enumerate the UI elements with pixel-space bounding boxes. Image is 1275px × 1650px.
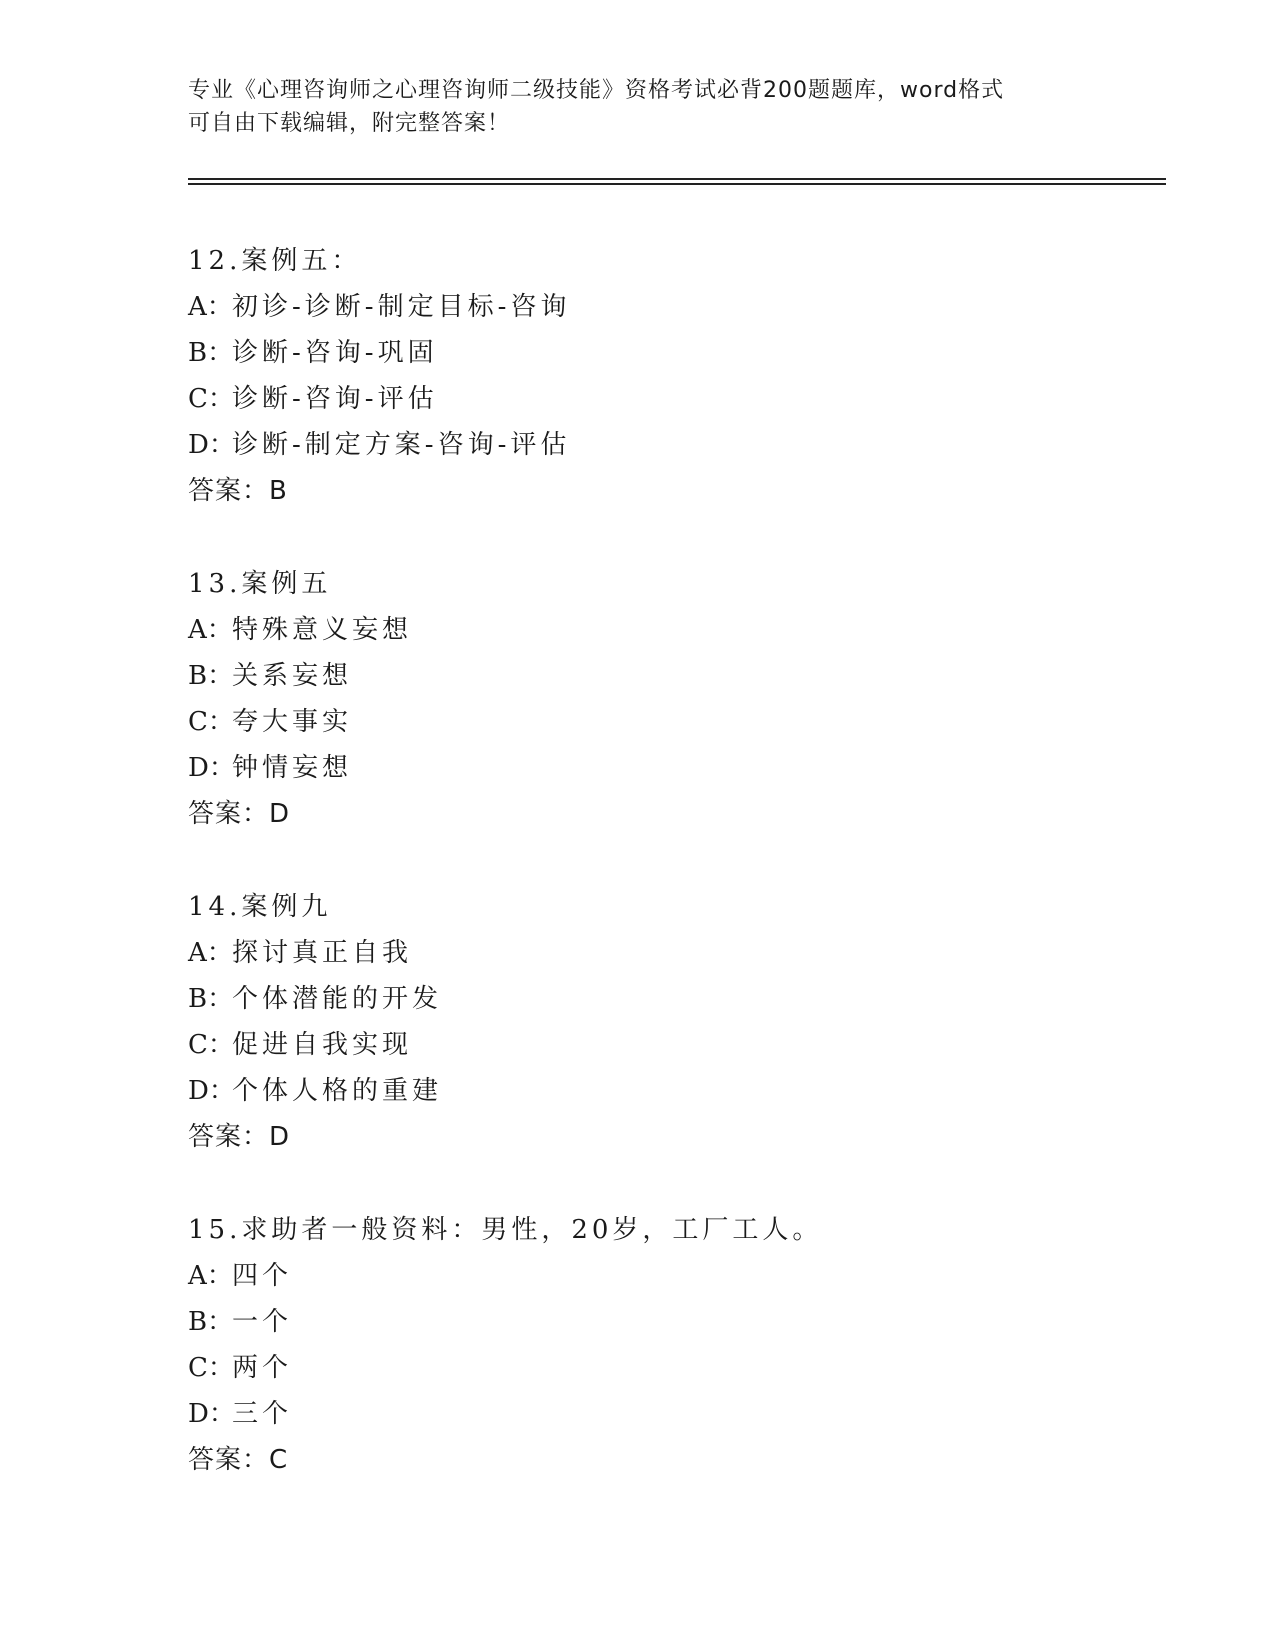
- question-12: [188, 238, 1168, 514]
- option-c: [188, 376, 1168, 422]
- option-text: 特殊意义妄想: [232, 615, 413, 645]
- option-key: C：: [188, 384, 234, 414]
- option-text: 诊断-制定方案-咨询-评估: [232, 430, 571, 460]
- option-a: [188, 607, 1168, 653]
- option-c: [188, 699, 1168, 745]
- document-header: [188, 74, 1088, 140]
- option-c: [188, 1345, 1168, 1391]
- option-b: [188, 1299, 1168, 1345]
- option-key: D：: [188, 753, 235, 783]
- option-text: 夸大事实: [232, 707, 353, 737]
- option-key: C：: [188, 1030, 234, 1060]
- option-a: [188, 930, 1168, 976]
- option-key: D：: [188, 1399, 235, 1429]
- option-key: D：: [188, 430, 235, 460]
- answer-line: 答案：B: [188, 476, 288, 506]
- option-text: 初诊-诊断-制定目标-咨询: [232, 292, 571, 322]
- question-13: [188, 561, 1168, 837]
- option-key: A：: [188, 938, 233, 968]
- option-text: 三个: [232, 1399, 293, 1429]
- option-b: [188, 330, 1168, 376]
- question-list: [188, 238, 1168, 1530]
- option-text: 一个: [232, 1307, 293, 1337]
- option-text: 促进自我实现: [232, 1030, 413, 1060]
- question-14: [188, 884, 1168, 1160]
- header-divider-bottom: [188, 183, 1166, 185]
- option-text: 钟情妄想: [232, 753, 353, 783]
- option-d: [188, 1391, 1168, 1437]
- option-d: [188, 745, 1168, 791]
- question-15: [188, 1207, 1168, 1483]
- option-b: [188, 976, 1168, 1022]
- answer-line: 答案：D: [188, 1122, 291, 1152]
- option-text: 诊断-咨询-巩固: [232, 338, 438, 368]
- question-stem: 13.案例五: [188, 569, 332, 599]
- question-stem: 12.案例五：: [188, 246, 362, 276]
- option-d: [188, 422, 1168, 468]
- option-key: D：: [188, 1076, 235, 1106]
- option-key: B：: [188, 1307, 234, 1337]
- option-text: 诊断-咨询-评估: [232, 384, 438, 414]
- answer-line: 答案：C: [188, 1445, 289, 1475]
- option-text: 个体潜能的开发: [232, 984, 443, 1014]
- header-line-1: 专业《心理咨询师之心理咨询师二级技能》资格考试必背200题题库，word格式: [188, 78, 1005, 103]
- header-line-2: 可自由下载编辑，附完整答案！: [188, 111, 511, 136]
- option-key: A：: [188, 615, 233, 645]
- option-d: [188, 1068, 1168, 1114]
- option-b: [188, 653, 1168, 699]
- option-key: B：: [188, 661, 234, 691]
- question-stem: 15.求助者一般资料：男性，20岁，工厂工人。: [188, 1215, 823, 1245]
- option-text: 个体人格的重建: [232, 1076, 443, 1106]
- question-stem: 14.案例九: [188, 892, 332, 922]
- header-divider-top: [188, 178, 1166, 180]
- option-c: [188, 1022, 1168, 1068]
- option-text: 四个: [232, 1261, 293, 1291]
- answer-line: 答案：D: [188, 799, 291, 829]
- option-key: B：: [188, 984, 234, 1014]
- option-key: A：: [188, 1261, 233, 1291]
- option-key: B：: [188, 338, 234, 368]
- option-key: C：: [188, 1353, 234, 1383]
- option-a: [188, 1253, 1168, 1299]
- option-text: 探讨真正自我: [232, 938, 413, 968]
- option-a: [188, 284, 1168, 330]
- option-key: A：: [188, 292, 233, 322]
- option-text: 两个: [232, 1353, 293, 1383]
- option-text: 关系妄想: [232, 661, 353, 691]
- option-key: C：: [188, 707, 234, 737]
